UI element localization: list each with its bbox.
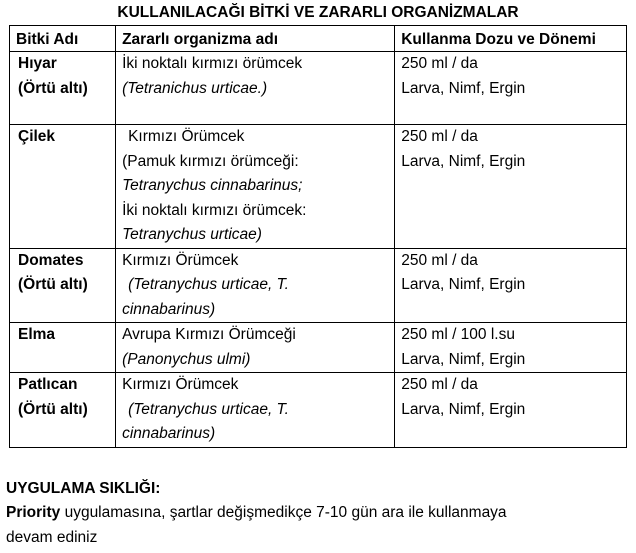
- table-row: [10, 323, 627, 373]
- plants-pests-table: [9, 25, 627, 448]
- dose-cell: [395, 125, 627, 249]
- dose-cell: [395, 52, 627, 125]
- header-pest: Zararlı organizma adı: [116, 26, 395, 52]
- application-frequency-heading: UYGULAMA SIKLIĞI:: [6, 480, 161, 497]
- pest-name-line: (Panonychus ulmi): [122, 350, 251, 368]
- dose-line: 250 ml / da: [401, 128, 478, 145]
- dose-line: 250 ml / 100 l.su: [401, 326, 515, 343]
- product-name: Priority: [6, 504, 61, 521]
- pest-name-line: cinnabarinus): [122, 425, 216, 442]
- table-row: [10, 373, 627, 448]
- plant-name-line: Hıyar: [18, 55, 57, 72]
- dose-line: 250 ml / da: [401, 251, 478, 269]
- table-header-row: [10, 26, 627, 52]
- header-dose: Kullanma Dozu ve Dönemi: [395, 26, 627, 52]
- dose-line: Larva, Nimf, Ergin: [401, 79, 526, 97]
- table-row: [10, 125, 627, 249]
- pest-name-line: Kırmızı Örümcek: [128, 128, 245, 145]
- pest-name-line: Tetranychus cinnabarinus;: [122, 177, 303, 194]
- frequency-text-line1: uygulamasına, şartlar değişmedikçe 7-10 gün ara ile kullanmaya: [60, 504, 507, 521]
- pest-name-line: İki noktalı kırmızı örümcek: [122, 55, 303, 72]
- application-frequency-note: [6, 500, 626, 550]
- pest-name-line: Tetranychus urticae): [122, 226, 262, 243]
- plant-name-line: (Örtü altı): [18, 276, 88, 293]
- table-row: [10, 52, 627, 125]
- dose-line: Larva, Nimf, Ergin: [401, 276, 526, 293]
- dose-line: 250 ml / da: [401, 376, 478, 393]
- dose-line: Larva, Nimf, Ergin: [401, 152, 526, 170]
- dose-cell: [395, 323, 627, 373]
- frequency-text-line2: devam ediniz: [6, 529, 98, 546]
- header-plant: Bitki Adı: [10, 26, 116, 52]
- pest-cell: [116, 248, 395, 323]
- pest-name-line: cinnabarinus): [122, 300, 216, 318]
- pest-name-line: (Tetranychus urticae, T.: [128, 276, 289, 293]
- plant-name-line: Patlıcan: [18, 376, 78, 393]
- plant-name-line: (Örtü altı): [18, 79, 88, 97]
- plant-name-line: Çilek: [18, 128, 56, 145]
- pest-cell: [116, 373, 395, 448]
- plant-cell: [10, 323, 116, 373]
- plant-cell: [10, 125, 116, 249]
- pest-name-line: Kırmızı Örümcek: [122, 376, 239, 393]
- dose-cell: [395, 373, 627, 448]
- table-row: [10, 248, 627, 323]
- plant-cell: [10, 373, 116, 448]
- pest-cell: [116, 52, 395, 125]
- document-title: KULLANILACAĞI BİTKİ VE ZARARLI ORGANİZMALAR: [117, 4, 519, 21]
- pest-name-line: İki noktalı kırmızı örümcek:: [122, 201, 307, 219]
- plant-cell: [10, 248, 116, 323]
- dose-cell: [395, 248, 627, 323]
- pest-name-line: (Tetranichus urticae.): [122, 79, 268, 97]
- plant-name-line: Domates: [18, 251, 84, 269]
- plant-name-line: Elma: [18, 326, 56, 343]
- pest-cell: [116, 323, 395, 373]
- dose-line: Larva, Nimf, Ergin: [401, 350, 526, 368]
- pest-name-line: (Tetranychus urticae, T.: [128, 400, 289, 418]
- dose-line: 250 ml / da: [401, 55, 478, 72]
- pest-name-line: Avrupa Kırmızı Örümceği: [122, 326, 296, 343]
- plant-name-line: (Örtü altı): [18, 400, 88, 418]
- dose-line: Larva, Nimf, Ergin: [401, 400, 526, 418]
- pest-name-line: Kırmızı Örümcek: [122, 251, 239, 269]
- pest-name-line: (Pamuk kırmızı örümceği:: [122, 152, 299, 170]
- pest-cell: [116, 125, 395, 249]
- plant-cell: [10, 52, 116, 125]
